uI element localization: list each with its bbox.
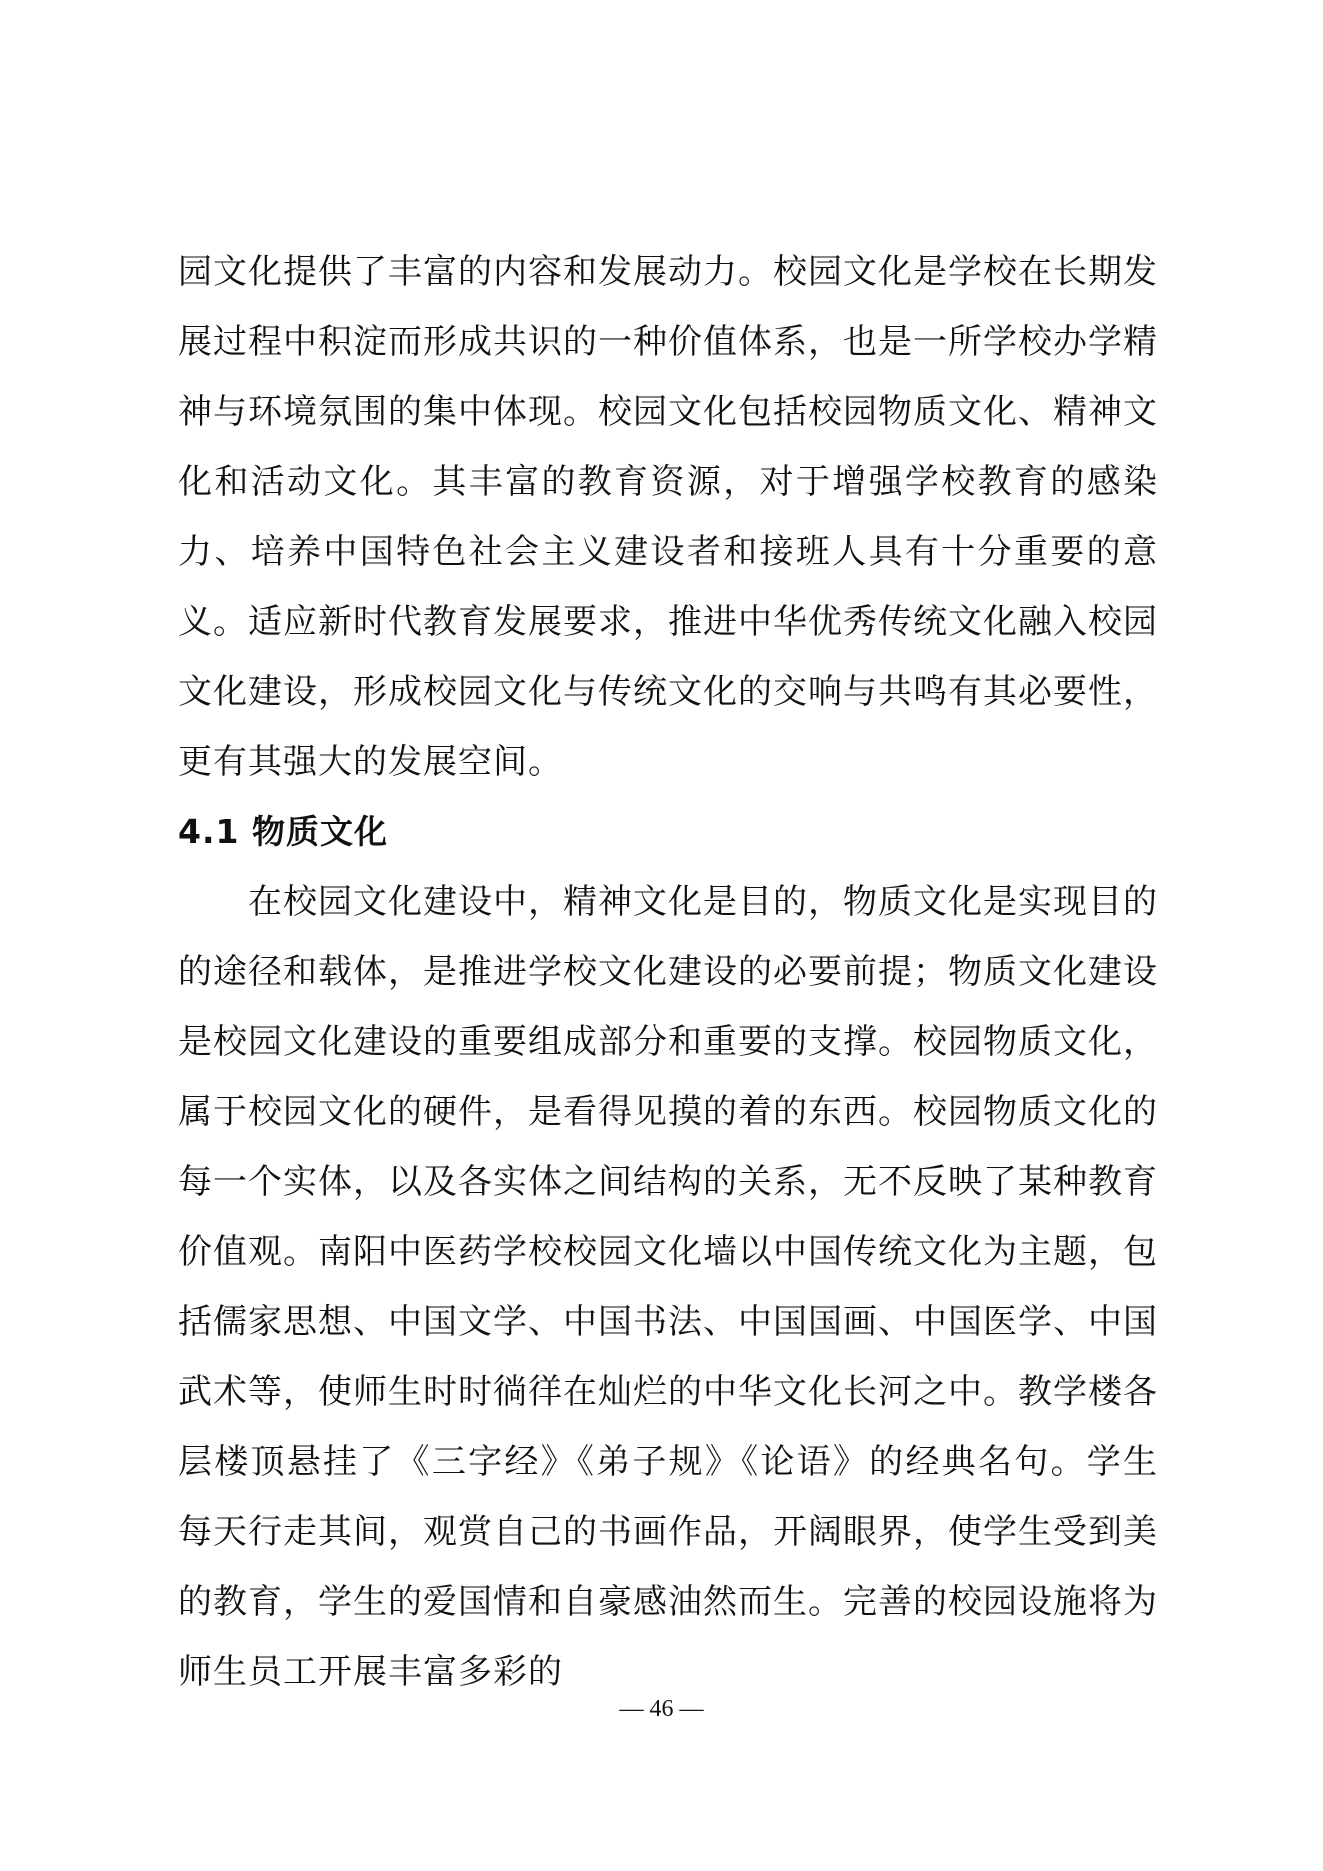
body-paragraph: 在校园文化建设中，精神文化是目的，物质文化是实现目的的途径和载体，是推进学校文化建设的必要前提；物质文化建设是校园文化建设的重要组成部分和重要的支撑。校园物质文化，属于校园文化的硬件，是看得见摸的着的东西。校园物质文化的每一个实体，以及各实体之间结构的关系，无不反映了某种教育价值观。南阳中医药学校校园文化墙以中国传统文化为主题，包括儒家思想、中国文学、中国书法、中国国画、中国医学、中国武术等，使师生时时徜徉在灿烂的中华文化长河之中。教学楼各层楼顶悬挂了《三字经》《弟子规》《论语》的经典名句。学生每天行走其间，观赏自己的书画作品，开阔眼界，使学生受到美的教育，学生的爱国情和自豪感油然而生。完善的校园设施将为师生员工开展丰富多彩的 <box>178 882 1158 1692</box>
document-body <box>178 237 1158 1707</box>
intro-paragraph: 园文化提供了丰富的内容和发展动力。校园文化是学校在长期发展过程中积淀而形成共识的一种价值体系，也是一所学校办学精神与环境氛围的集中体现。校园文化包括校园物质文化、精神文化和活动文化。其丰富的教育资源，对于增强学校教育的感染力、培养中国特色社会主义建设者和接班人具有十分重要的意义。适应新时代教育发展要求，推进中华优秀传统文化融入校园文化建设，形成校园文化与传统文化的交响与共鸣有其必要性，更有其强大的发展空间。 <box>178 252 1158 782</box>
page-number: — 46 — <box>619 1696 704 1722</box>
section-heading: 4.1 物质文化 <box>178 812 388 851</box>
